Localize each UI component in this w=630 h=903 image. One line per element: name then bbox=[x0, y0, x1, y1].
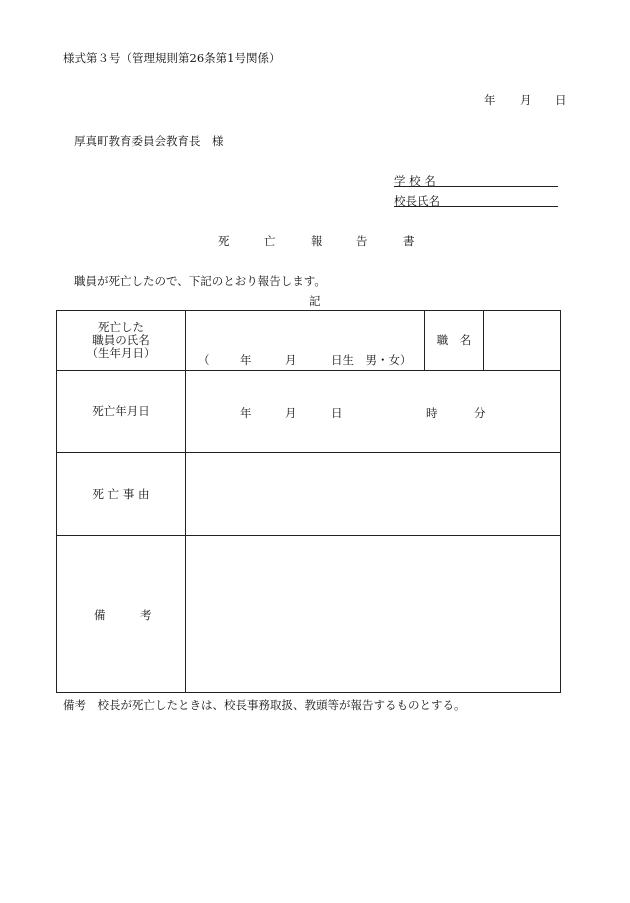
death-date-label-cell bbox=[57, 371, 186, 453]
death-year-label: 年 bbox=[240, 406, 252, 420]
form-number: 様式第３号（管理規則第26条第1号関係） bbox=[63, 51, 281, 65]
birth-open-paren: （ bbox=[198, 353, 210, 367]
principal-name-label: 校長氏名 bbox=[394, 194, 440, 208]
death-hour-label: 時 bbox=[426, 406, 438, 420]
deceased-label-line-2: 職員の氏名 bbox=[92, 333, 150, 347]
footnote: 備考 校長が死亡したときは、校長事務取扱、教頭等が報告するものとする。 bbox=[63, 698, 466, 712]
date-year-label: 年 bbox=[484, 93, 496, 107]
addressee: 厚真町教育委員会教育長 様 bbox=[74, 134, 224, 148]
job-title-cell[interactable] bbox=[484, 311, 561, 371]
title-char-4: 告 bbox=[356, 234, 368, 248]
death-minute-label: 分 bbox=[474, 406, 486, 420]
deceased-label-line-3: （生年月日） bbox=[86, 346, 156, 360]
job-title-label: 職 名 bbox=[436, 333, 472, 347]
table-row-remarks bbox=[57, 536, 561, 693]
title-char-2: 亡 bbox=[264, 234, 276, 248]
job-title-label-cell bbox=[425, 311, 484, 371]
cause-cell[interactable] bbox=[186, 453, 561, 536]
ki-label: 記 bbox=[309, 294, 321, 308]
school-name-label: 学 校 名 bbox=[394, 174, 436, 188]
birth-year-label: 年 bbox=[240, 353, 252, 367]
table-row-deceased bbox=[57, 311, 561, 371]
school-name-line[interactable] bbox=[394, 186, 558, 187]
intro-text: 職員が死亡したので、下記のとおり報告します。 bbox=[74, 274, 326, 288]
remarks-label-char-1: 備 bbox=[94, 608, 106, 622]
cause-label-cell bbox=[57, 453, 186, 536]
death-month-label: 月 bbox=[285, 406, 297, 420]
deceased-name-cell[interactable] bbox=[186, 311, 425, 371]
date-month-label: 月 bbox=[520, 93, 532, 107]
death-day-label: 日 bbox=[331, 406, 343, 420]
table-row-death-date bbox=[57, 371, 561, 453]
principal-name-line[interactable] bbox=[394, 206, 558, 207]
table-row-cause bbox=[57, 453, 561, 536]
birth-month-label: 月 bbox=[285, 353, 297, 367]
cause-label: 死 亡 事 由 bbox=[92, 486, 150, 501]
remarks-label-char-2: 考 bbox=[140, 608, 152, 622]
death-date-cell[interactable] bbox=[186, 371, 561, 453]
report-table bbox=[56, 310, 561, 693]
date-day-label: 日 bbox=[555, 93, 567, 107]
deceased-label-line-1: 死亡した bbox=[98, 320, 144, 334]
remarks-label-cell bbox=[57, 536, 186, 693]
title-char-1: 死 bbox=[218, 234, 230, 248]
birth-day-gender-label: 日生 男・女） bbox=[331, 353, 412, 367]
death-date-label: 死亡年月日 bbox=[92, 404, 150, 418]
deceased-name-label-cell bbox=[57, 311, 186, 371]
title-char-3: 報 bbox=[311, 234, 323, 248]
remarks-cell[interactable] bbox=[186, 536, 561, 693]
title-char-5: 書 bbox=[403, 234, 415, 248]
